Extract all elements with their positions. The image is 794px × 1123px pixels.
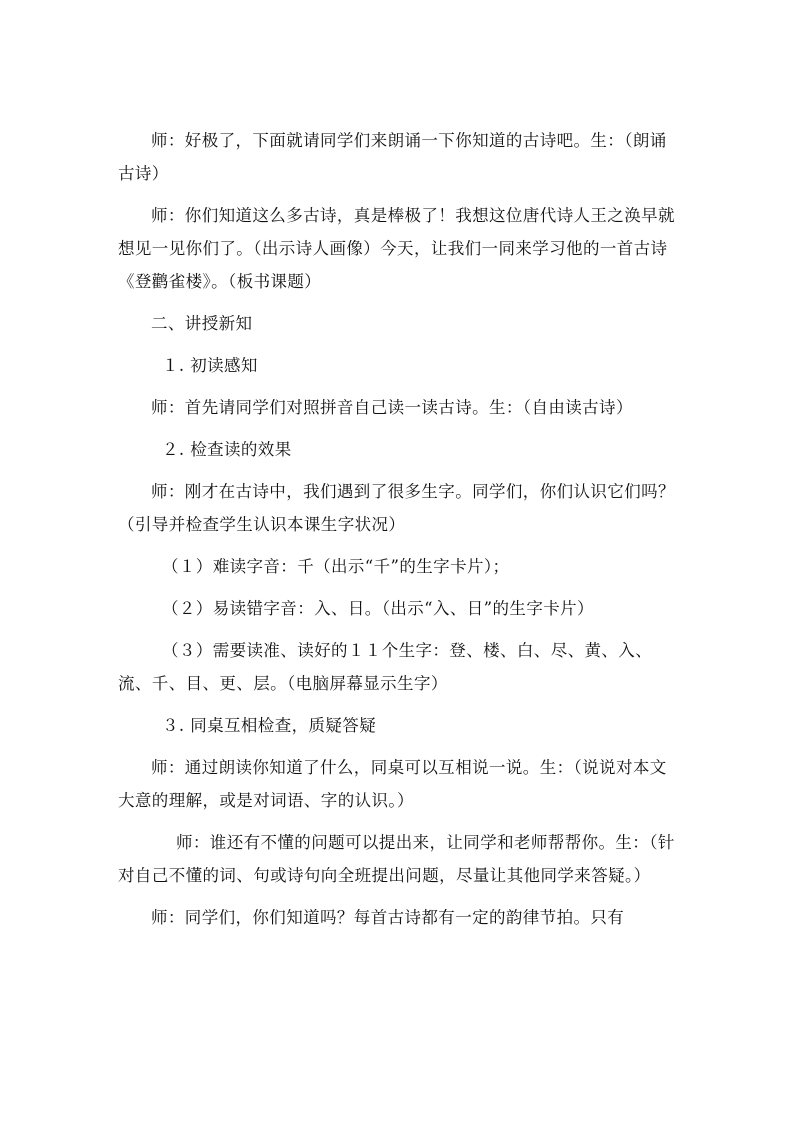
section-heading-new-knowledge: 二、讲授新知 bbox=[151, 314, 253, 333]
list-item-difficult-sound: （１）难读字音：千（出示“千”的生字卡片）； bbox=[162, 557, 510, 576]
paragraph-peer-discussion: 师：通过朗读你知道了什么，同桌可以互相说一说。生：（说说对本文大意的理解，或是对词语、字的认识。） bbox=[118, 758, 667, 810]
subheading-peer-check: ３. 同桌互相检查，质疑答疑 bbox=[162, 716, 377, 735]
paragraph-rhythm: 师：同学们，你们知道吗？每首古诗都有一定的韵律节拍。只有 bbox=[151, 908, 625, 927]
list-item-easy-misread: （２）易读错字音：入、日。（出示“入、日”的生字卡片） bbox=[162, 599, 594, 618]
document-page bbox=[118, 124, 678, 934]
paragraph-self-reading: 师：首先请同学们对照拼音自己读一读古诗。生：（自由读古诗） bbox=[151, 398, 633, 417]
paragraph-new-characters: 师：刚才在古诗中，我们遇到了很多生字。同学们，你们认识它们吗？（引导并检查学生认识本课生字状况） bbox=[118, 482, 675, 534]
paragraph-recite: 师：好极了，下面就请同学们来朗诵一下你知道的古诗吧。生：（朗诵古诗） bbox=[118, 131, 667, 183]
paragraph-ask-questions: 师：谁还有不懂的问题可以提出来，让同学和老师帮帮你。生：（针对自己不懂的词、句或诗句向全班提出问题，尽量让其他同学来答疑。） bbox=[118, 833, 675, 885]
list-item-eleven-characters: （３）需要读准、读好的１１个生字：登、楼、白、尽、黄、入、流、千、目、更、层。（电脑屏幕显示生字） bbox=[118, 641, 653, 693]
subheading-first-reading: １. 初读感知 bbox=[162, 356, 258, 375]
subheading-check-reading: ２. 检查读的效果 bbox=[162, 440, 292, 459]
paragraph-introduce-poet: 师：你们知道这么多古诗，真是棒极了！我想这位唐代诗人王之涣早就想见一见你们了。（出示诗人画像）今天，让我们一同来学习他的一首古诗《登鹳雀楼》。（板书课题） bbox=[118, 206, 675, 291]
